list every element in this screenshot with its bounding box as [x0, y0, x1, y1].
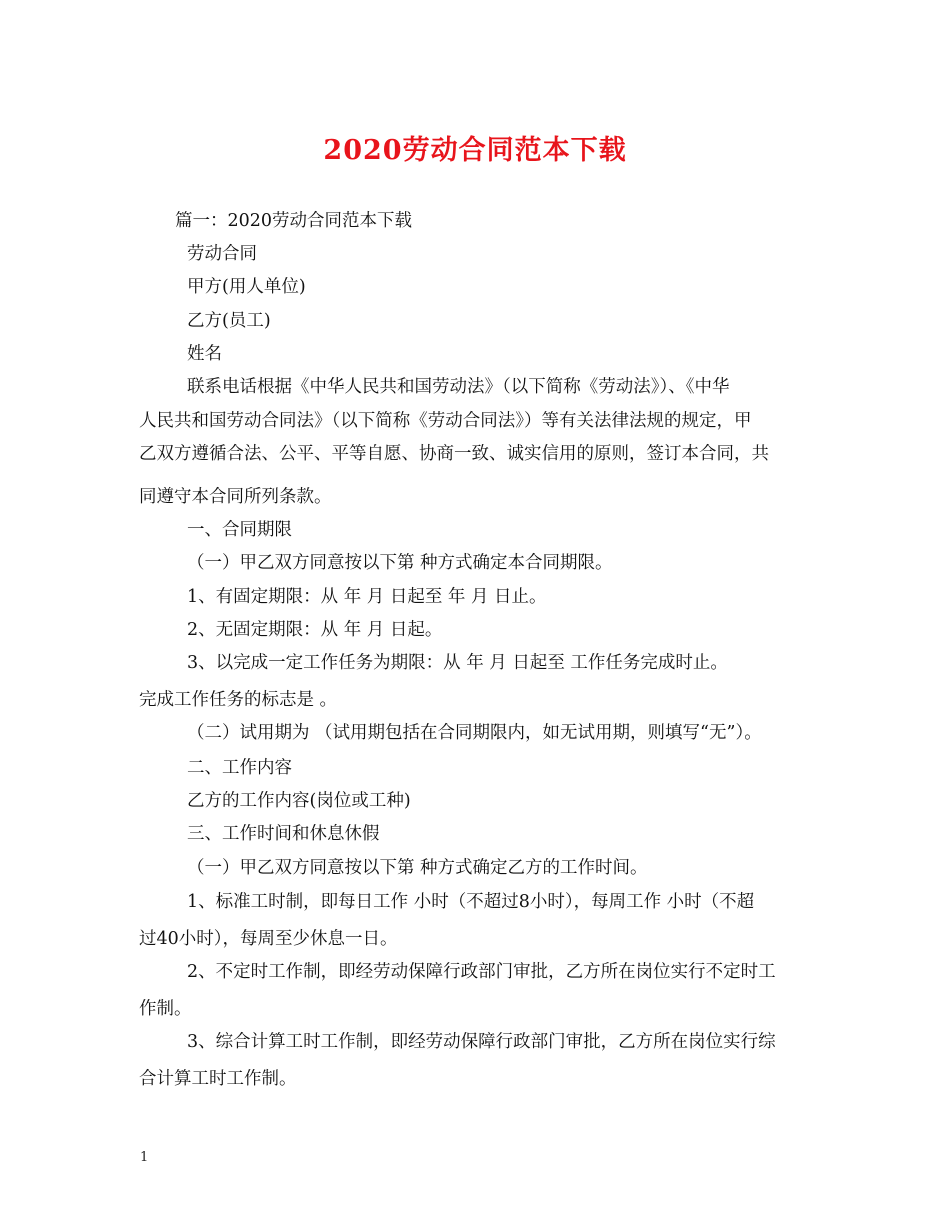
text-line: 乙双方遵循合法、公平、平等自愿、协商一致、诚实信用的原则，签订本合同，共 — [139, 444, 769, 464]
text-line: 二、工作内容 — [187, 758, 292, 778]
text-line: 3、综合计算工时工作制，即经劳动保障行政部门审批，乙方所在岗位实行综 — [187, 1032, 776, 1052]
text-line: 一、合同期限 — [187, 520, 292, 540]
text-line: 同遵守本合同所列条款。 — [139, 487, 332, 507]
text-line: 2、不定时工作制，即经劳动保障行政部门审批，乙方所在岗位实行不定时工 — [187, 962, 776, 982]
text-line: 作制。 — [139, 999, 192, 1019]
text-line: 过40小时），每周至少休息一日。 — [139, 929, 398, 949]
text-line: 合计算工时工作制。 — [139, 1069, 297, 1089]
text-line: （二）试用期为 （试用期包括在合同期限内，如无试用期，则填写“无”）。 — [187, 723, 762, 743]
text-line: 乙方(员工) — [187, 311, 271, 331]
text-line: （一）甲乙双方同意按以下第 种方式确定本合同期限。 — [187, 553, 613, 573]
text-line: 联系电话根据《中华人民共和国劳动法》（以下简称《劳动法》）、《中华 — [187, 377, 730, 397]
text-line: 三、工作时间和休息休假 — [187, 824, 380, 844]
text-line: 1、有固定期限：从 年 月 日起至 年 月 日止。 — [187, 587, 547, 607]
text-line: 姓名 — [187, 344, 222, 364]
document-title: 2020劳动合同范本下载 — [323, 135, 627, 166]
text-line: 2、无固定期限：从 年 月 日起。 — [187, 620, 443, 640]
text-line: （一）甲乙双方同意按以下第 种方式确定乙方的工作时间。 — [187, 858, 648, 878]
text-line: 人民共和国劳动合同法》（以下简称《劳动合同法》）等有关法律法规的规定，甲 — [139, 411, 752, 431]
text-line: 甲方(用人单位) — [187, 277, 306, 297]
text-line: 乙方的工作内容(岗位或工种) — [187, 791, 411, 811]
text-line: 1、标准工时制，即每日工作 小时（不超过8小时），每周工作 小时（不超 — [187, 892, 755, 912]
page-number: 1 — [140, 1150, 149, 1165]
text-line: 完成工作任务的标志是 。 — [139, 690, 338, 710]
text-line: 3、以完成一定工作任务为期限：从 年 月 日起至 工作任务完成时止。 — [187, 653, 728, 673]
text-line: 篇一：2020劳动合同范本下载 — [175, 211, 413, 231]
text-line: 劳动合同 — [187, 244, 257, 264]
